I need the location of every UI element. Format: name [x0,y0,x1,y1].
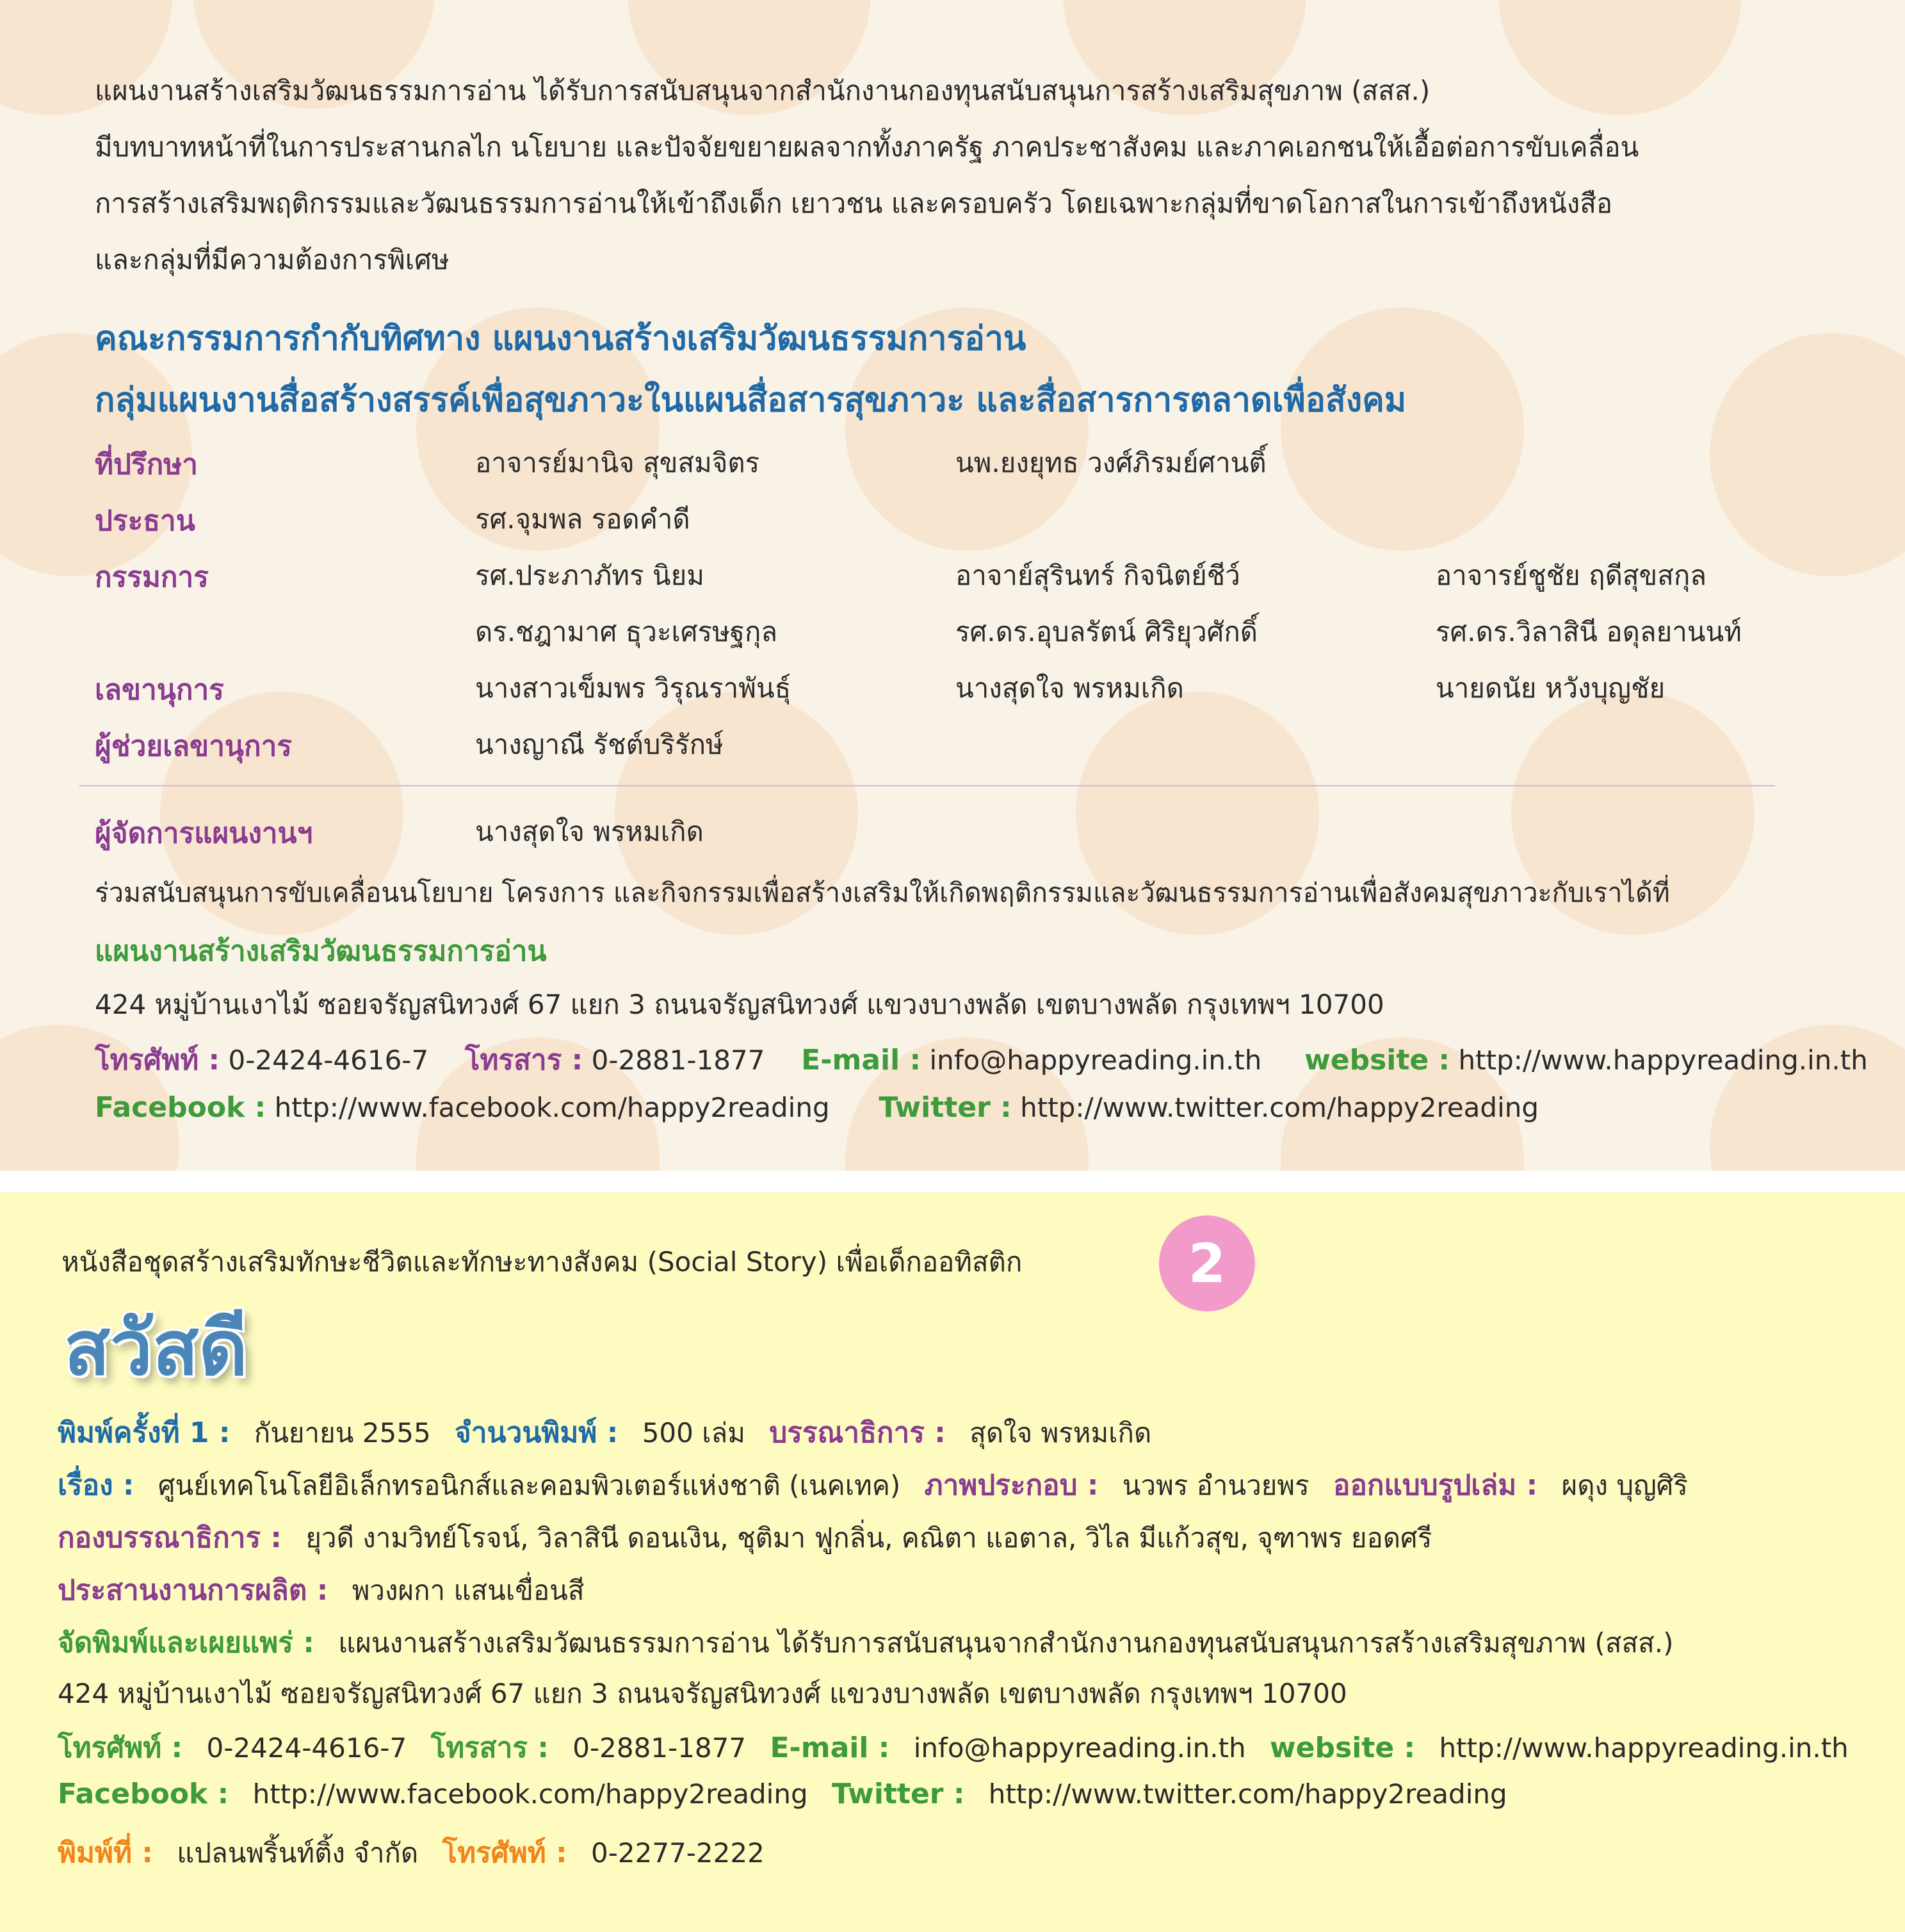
intro-line: การสร้างเสริมพฤติกรรมและวัฒนธรรมการอ่านให้เข้าถึงเด็ก เยาวชน และครอบครัว โดยเฉพาะกลุ่มที่ขาดโอกาสในการเข้าถึงหนังสือ [95,188,1613,219]
intro-line: แผนงานสร้างเสริมวัฒนธรรมการอ่าน ได้รับการสนับสนุนจากสำนักงานกองทุนสนับสนุนการสร้างเสริมสุขภาพ (สสส.) [95,75,1431,106]
printer-label: พิมพ์ที่ : [58,1837,153,1869]
editorial-label: กองบรรณาธิการ : [58,1522,282,1554]
support-text: ร่วมสนับสนุนการขับเคลื่อนนโยบาย โครงการ และกิจกรรมเพื่อสร้างเสริมให้เกิดพฤติกรรมและวัฒนธรรมการอ่านเพื่อสังคมสุขภาวะกับเราได้ที่ [95,877,1670,908]
manager-name: นางสุดใจ พรหมเกิด [475,816,704,847]
publisher-row [58,1620,1689,1665]
publisher-label: จัดพิมพ์และเผยแพร่ : [58,1627,314,1659]
illustration-label: ภาพประกอบ : [924,1469,1099,1502]
phone-label: โทรศัพท์ : [95,1044,220,1076]
printer-row [58,1830,780,1875]
publisher-value: แผนงานสร้างเสริมวัฒนธรรมการอ่าน ได้รับการสนับสนุนจากสำนักงานกองทุนสนับสนุนการสร้างเสริมสุขภาพ (สสส.) [338,1627,1674,1659]
edition-label: พิมพ์ครั้งที่ 1 : [58,1417,231,1449]
edition-value: กันยายน 2555 [254,1417,431,1449]
member-name: ดร.ชฎามาศ ธุวะเศรษฐกุล [475,616,778,647]
website-label: website : [1270,1732,1416,1764]
twitter-label: Twitter : [879,1091,1012,1124]
phone-value: 0-2424-4616-7 [228,1044,429,1076]
advisor-name: นพ.ยงยุทธ วงศ์ภิรมย์ศานติ์ [955,447,1267,478]
copies-value: 500 เล่ม [642,1417,745,1449]
member-name: อาจารย์ชูชัย ฤดีสุขสกุล [1436,560,1706,591]
chair-label: ประธาน [95,505,195,537]
manager-label: ผู้จัดการแผนงานฯ [95,817,313,850]
assistant-secretary-name: นางญาณี รัชต์บริรักษ์ [475,729,724,760]
book-title: สวัสดี [64,1304,248,1392]
email-value[interactable]: info@happyreading.in.th [929,1044,1262,1076]
advisors-label: ที่ปรึกษา [95,448,198,481]
email-label: E-mail : [770,1732,890,1764]
fax-label: โทรสาร : [430,1732,549,1764]
facebook-label: Facebook : [95,1091,266,1124]
member-name: รศ.ดร.วิลาสินี อดุลยานนท์ [1436,616,1742,647]
production-label: ประสานงานการผลิต : [58,1574,328,1607]
fax-value: 0-2881-1877 [591,1044,765,1076]
design-value: ผดุง บุญศิริ [1561,1470,1688,1501]
story-label: เรื่อง : [58,1469,134,1502]
publisher-social-row [58,1778,1523,1810]
secretary-name: นางสาวเข็มพร วิรุณราพันธุ์ [475,672,791,704]
chair-name: รศ.จุมพล รอดคำดี [475,503,690,535]
members-label: กรรมการ [95,561,209,594]
twitter-link[interactable]: http://www.twitter.com/happy2reading [1020,1092,1539,1123]
fax-label: โทรสาร : [464,1044,583,1076]
printer-value: แปลนพริ้นท์ติ้ง จำกัด [177,1837,419,1869]
printer-phone-label: โทรศัพท์ : [442,1837,567,1869]
printer-phone-value: 0-2277-2222 [591,1837,765,1869]
facebook-link[interactable]: http://www.facebook.com/happy2reading [274,1092,830,1123]
social-row [95,1091,1539,1124]
editor-value: สุดใจ พรหมเกิด [969,1417,1152,1449]
member-name: อาจาย์สุรินทร์ กิจนิตย์ชีว์ [955,560,1240,591]
colophon-section [0,1192,1905,1932]
background-dot [1281,307,1524,551]
contact-row [95,1037,1868,1082]
website-link[interactable]: http://www.happyreading.in.th [1458,1044,1868,1076]
publisher-contact-row [58,1725,1864,1770]
committee-subheading: กลุ่มแผนงานสื่อสร้างสรรค์เพื่อสุขภาวะในแผนสื่อสารสุขภาวะ และสื่อสารการตลาดเพื่อสังคม [95,381,1407,419]
book-series: หนังสือชุดสร้างเสริมทักษะชีวิตและทักษะทางสังคม (Social Story) เพื่อเด็กออทิสติก [61,1246,1023,1278]
book-number-badge: 2 [1159,1215,1255,1311]
story-value: ศูนย์เทคโนโลยีอิเล็กทรอนิกส์และคอมพิวเตอร์แห่งชาติ (เนคเทค) [158,1470,901,1501]
intro-paragraph [95,63,1824,288]
email-label: E-mail : [801,1044,921,1076]
intro-line: มีบทบาทหน้าที่ในการประสานกลไก นโยบาย และปัจจัยขยายผลจากทั้งภาครัฐ ภาคประชาสังคม และภาคเอกชนให้เอื้อต่อการขับเคลื่อน [95,131,1639,163]
editorial-row [58,1515,1447,1560]
twitter-label: Twitter : [831,1778,965,1810]
phone-value: 0-2424-4616-7 [206,1732,407,1764]
address: 424 หมู่บ้านเงาไม้ ซอยจรัญสนิทวงศ์ 67 แยก 3 ถนนจรัญสนิทวงศ์ แขวงบางพลัด เขตบางพลัด กรุงเทพฯ 10700 [95,989,1384,1020]
fax-value: 0-2881-1877 [572,1732,747,1764]
edition-row [58,1410,1167,1455]
advisor-name: อาจารย์มานิจ สุขสมจิตร [475,447,760,478]
secretary-name: นายดนัย หวังบุญชัย [1436,672,1666,704]
background-dot [1710,333,1905,576]
production-row [58,1568,600,1612]
copies-label: จำนวนพิมพ์ : [455,1417,619,1449]
production-value: พวงผกา แสนเขื่อนสี [352,1575,585,1606]
design-label: ออกแบบรูปเล่ม : [1333,1469,1538,1502]
facebook-label: Facebook : [58,1778,229,1810]
member-name: รศ.ดร.อุบลรัตน์ ศิริยุวศักดิ์ [955,616,1258,647]
intro-line: และกลุ่มที่มีความต้องการพิเศษ [95,244,450,275]
publisher-address: 424 หมู่บ้านเงาไม้ ซอยจรัญสนิทวงศ์ 67 แยก 3 ถนนจรัญสนิทวงศ์ แขวงบางพลัด เขตบางพลัด กรุงเทพฯ 10700 [58,1678,1347,1709]
assistant-secretary-label: ผู้ช่วยเลขานุการ [95,730,292,763]
phone-label: โทรศัพท์ : [58,1732,183,1764]
credits-row [58,1463,1703,1507]
editorial-value: ยุวดี งามวิทย์โรจน์, วิลาสินี ดอนเงิน, ชุติมา ฟูกลิ่น, คณิตา แอตาล, วิไล มีแก้วสุข, จุฑาพร ยอดศรี [305,1522,1432,1554]
committee-heading: คณะกรรมการกำกับทิศทาง แผนงานสร้างเสริมวัฒนธรรมการอ่าน [95,320,1026,358]
secretary-label: เลขานุการ [95,674,224,706]
email-value[interactable]: info@happyreading.in.th [913,1732,1246,1764]
member-name: รศ.ประภาภัทร นิยม [475,560,704,591]
secretary-name: นางสุดใจ พรหมเกิด [955,672,1184,704]
twitter-link[interactable]: http://www.twitter.com/happy2reading [988,1778,1507,1810]
website-link[interactable]: http://www.happyreading.in.th [1439,1732,1849,1764]
illustration-value: นวพร อำนวยพร [1122,1470,1309,1501]
website-label: website : [1304,1044,1450,1076]
editor-label: บรรณาธิการ : [769,1417,946,1449]
divider [79,785,1775,786]
facebook-link[interactable]: http://www.facebook.com/happy2reading [252,1778,808,1810]
support-org: แผนงานสร้างเสริมวัฒนธรรมการอ่าน [95,935,547,968]
